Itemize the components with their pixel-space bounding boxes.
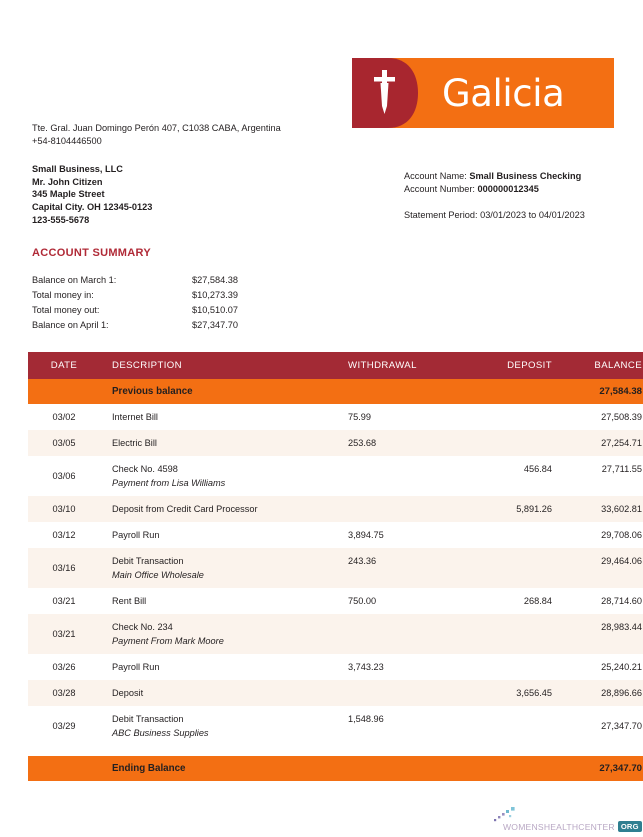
ending-balance-amount: 27,347.70 bbox=[552, 756, 643, 781]
transaction-deposit bbox=[464, 614, 552, 654]
transaction-deposit bbox=[464, 496, 552, 522]
table-row bbox=[28, 430, 643, 456]
transactions-table bbox=[28, 352, 643, 781]
watermark-dots-icon bbox=[493, 806, 519, 824]
table-row bbox=[28, 706, 643, 746]
transaction-description-sub: Main Office Wholesale bbox=[112, 570, 204, 580]
customer-name: Mr. John Citizen bbox=[32, 176, 103, 187]
summary-row bbox=[32, 288, 332, 303]
transaction-deposit bbox=[464, 430, 552, 456]
previous-balance-amount: 27,584.38 bbox=[552, 379, 643, 404]
transaction-balance-value: 27,347.70 bbox=[601, 721, 642, 731]
account-summary-title: ACCOUNT SUMMARY bbox=[32, 247, 151, 259]
transaction-withdrawal-value: 1,548.96 bbox=[348, 714, 384, 724]
transaction-balance-value: 27,711.55 bbox=[601, 464, 642, 474]
transaction-description-main: Electric Bill bbox=[112, 438, 157, 448]
table-spacer-cell bbox=[28, 746, 643, 756]
transaction-balance bbox=[552, 654, 643, 680]
summary-row-label: Total money in: bbox=[32, 290, 94, 300]
transaction-description bbox=[100, 680, 334, 706]
transaction-deposit bbox=[464, 456, 552, 496]
transaction-withdrawal-value: 3,894.75 bbox=[348, 530, 384, 540]
footer-watermark bbox=[489, 806, 639, 832]
table-row bbox=[28, 588, 643, 614]
watermark-text-wrap bbox=[503, 821, 642, 832]
account-name-row bbox=[404, 170, 585, 183]
transaction-withdrawal bbox=[334, 654, 464, 680]
bank-name: Galicia bbox=[442, 71, 565, 115]
transaction-description-sub: Payment from Lisa Williams bbox=[112, 478, 226, 488]
bank-phone: +54-8104446500 bbox=[32, 135, 102, 146]
account-name-label: Account Name: bbox=[404, 171, 467, 181]
statement-period: Statement Period: 03/01/2023 to 04/01/2023 bbox=[404, 210, 585, 220]
account-name-value: Small Business Checking bbox=[469, 171, 582, 181]
transaction-withdrawal-value: 75.99 bbox=[348, 412, 371, 422]
transaction-description bbox=[100, 496, 334, 522]
table-row bbox=[28, 548, 643, 588]
ending-balance-deposit bbox=[464, 756, 552, 781]
transaction-date: 03/21 bbox=[28, 614, 100, 654]
transaction-date: 03/02 bbox=[28, 404, 100, 430]
watermark-org-badge: ORG bbox=[618, 821, 642, 832]
transaction-balance bbox=[552, 680, 643, 706]
transaction-withdrawal bbox=[334, 680, 464, 706]
transaction-withdrawal-value: 750.00 bbox=[348, 596, 377, 606]
summary-row-value: $10,273.39 bbox=[192, 290, 238, 300]
transaction-date: 03/06 bbox=[28, 456, 100, 496]
transaction-balance bbox=[552, 548, 643, 588]
ending-balance-label: Ending Balance bbox=[100, 756, 334, 781]
table-row bbox=[28, 680, 643, 706]
table-row bbox=[28, 496, 643, 522]
account-number-label: Account Number: bbox=[404, 184, 475, 194]
summary-row bbox=[32, 303, 332, 318]
table-header-row bbox=[28, 352, 643, 379]
transaction-description-main: Payroll Run bbox=[112, 530, 160, 540]
transaction-deposit bbox=[464, 706, 552, 746]
table-row bbox=[28, 456, 643, 496]
statement-header bbox=[0, 0, 643, 225]
galicia-shield-icon bbox=[352, 58, 420, 128]
transaction-deposit-value: 3,656.45 bbox=[516, 688, 552, 698]
bank-address-line1: Tte. Gral. Juan Domingo Perón 407, C1038 CABA, Argentina bbox=[32, 123, 281, 133]
transaction-deposit bbox=[464, 548, 552, 588]
transaction-description bbox=[100, 706, 334, 746]
transaction-date: 03/12 bbox=[28, 522, 100, 548]
customer-company: Small Business, LLC bbox=[32, 164, 123, 175]
transaction-withdrawal bbox=[334, 548, 464, 588]
column-header-description: DESCRIPTION bbox=[100, 352, 334, 379]
transaction-description-main: Check No. 4598 bbox=[112, 464, 178, 474]
summary-row-label: Balance on April 1: bbox=[32, 320, 109, 330]
transaction-description bbox=[100, 430, 334, 456]
transaction-description-main: Debit Transaction bbox=[112, 556, 184, 566]
transaction-date: 03/10 bbox=[28, 496, 100, 522]
summary-row bbox=[32, 273, 332, 288]
transaction-withdrawal bbox=[334, 496, 464, 522]
summary-row-value: $27,584.38 bbox=[192, 275, 238, 285]
transaction-description bbox=[100, 588, 334, 614]
account-summary-rows bbox=[32, 273, 332, 333]
transaction-withdrawal bbox=[334, 456, 464, 496]
transaction-description-main: Internet Bill bbox=[112, 412, 158, 422]
previous-balance-deposit bbox=[464, 379, 552, 404]
transaction-balance-value: 29,464.06 bbox=[601, 556, 642, 566]
summary-row-label: Total money out: bbox=[32, 305, 100, 315]
column-header-deposit: DEPOSIT bbox=[464, 352, 552, 379]
column-header-withdrawal: WITHDRAWAL bbox=[334, 352, 464, 379]
transaction-date: 03/26 bbox=[28, 654, 100, 680]
summary-row-value: $27,347.70 bbox=[192, 320, 238, 330]
table-row bbox=[28, 522, 643, 548]
previous-balance-withdrawal bbox=[334, 379, 464, 404]
transaction-balance-value: 33,602.81 bbox=[601, 504, 642, 514]
watermark-text: WOMENSHEALTHCENTER bbox=[503, 822, 615, 832]
ending-balance-row bbox=[28, 756, 643, 781]
transaction-balance bbox=[552, 430, 643, 456]
transaction-date: 03/21 bbox=[28, 588, 100, 614]
transaction-balance bbox=[552, 614, 643, 654]
transaction-balance-value: 27,254.71 bbox=[601, 438, 642, 448]
transaction-description-main: Debit Transaction bbox=[112, 714, 184, 724]
transaction-description bbox=[100, 404, 334, 430]
transaction-balance bbox=[552, 706, 643, 746]
transaction-description-main: Deposit from Credit Card Processor bbox=[112, 504, 258, 514]
transaction-description bbox=[100, 522, 334, 548]
ending-balance-date bbox=[28, 756, 100, 781]
transaction-withdrawal bbox=[334, 522, 464, 548]
transaction-balance-value: 28,983.44 bbox=[601, 622, 642, 632]
transaction-balance-value: 28,714.60 bbox=[601, 596, 642, 606]
previous-balance-label: Previous balance bbox=[100, 379, 334, 404]
transactions-table-head bbox=[28, 352, 643, 379]
transaction-balance-value: 25,240.21 bbox=[601, 662, 642, 672]
transaction-balance-value: 29,708.06 bbox=[601, 530, 642, 540]
transaction-balance-value: 27,508.39 bbox=[601, 412, 642, 422]
table-row bbox=[28, 404, 643, 430]
transactions-table-body bbox=[28, 379, 643, 781]
table-row bbox=[28, 654, 643, 680]
customer-street: 345 Maple Street bbox=[32, 189, 105, 200]
transaction-deposit bbox=[464, 654, 552, 680]
transaction-withdrawal-value: 243.36 bbox=[348, 556, 377, 566]
transaction-withdrawal-value: 3,743.23 bbox=[348, 662, 384, 672]
account-info-block bbox=[404, 170, 585, 222]
transaction-description-sub: ABC Business Supplies bbox=[112, 728, 209, 738]
transaction-withdrawal bbox=[334, 614, 464, 654]
transaction-description bbox=[100, 456, 334, 496]
column-header-balance: BALANCE bbox=[552, 352, 643, 379]
bank-logo bbox=[352, 58, 614, 128]
transaction-description-main: Check No. 234 bbox=[112, 622, 173, 632]
transaction-date: 03/16 bbox=[28, 548, 100, 588]
table-spacer-row bbox=[28, 746, 643, 756]
transaction-balance bbox=[552, 404, 643, 430]
bank-address-block bbox=[32, 122, 281, 226]
transaction-balance bbox=[552, 496, 643, 522]
table-row bbox=[28, 614, 643, 654]
transaction-balance bbox=[552, 456, 643, 496]
customer-city-state-zip: Capital City. OH 12345-0123 bbox=[32, 201, 153, 212]
summary-row bbox=[32, 318, 332, 333]
previous-balance-date bbox=[28, 379, 100, 404]
transaction-deposit-value: 456.84 bbox=[523, 464, 552, 474]
transaction-deposit-value: 268.84 bbox=[523, 596, 552, 606]
transaction-description-sub: Payment From Mark Moore bbox=[112, 636, 224, 646]
previous-balance-row bbox=[28, 379, 643, 404]
transaction-date: 03/29 bbox=[28, 706, 100, 746]
transaction-description-main: Rent Bill bbox=[112, 596, 147, 606]
transaction-withdrawal bbox=[334, 588, 464, 614]
transaction-deposit bbox=[464, 404, 552, 430]
transaction-deposit-value: 5,891.26 bbox=[516, 504, 552, 514]
transaction-withdrawal bbox=[334, 404, 464, 430]
transaction-description-main: Payroll Run bbox=[112, 662, 160, 672]
transaction-description-main: Deposit bbox=[112, 688, 144, 698]
transaction-date: 03/28 bbox=[28, 680, 100, 706]
account-number-value: 000000012345 bbox=[477, 184, 539, 194]
transaction-deposit bbox=[464, 680, 552, 706]
summary-row-value: $10,510.07 bbox=[192, 305, 238, 315]
account-summary-section bbox=[32, 247, 332, 333]
transaction-balance bbox=[552, 588, 643, 614]
transaction-description bbox=[100, 548, 334, 588]
customer-phone: 123-555-5678 bbox=[32, 214, 90, 225]
transaction-withdrawal-value: 253.68 bbox=[348, 438, 377, 448]
account-number-row bbox=[404, 183, 585, 196]
transaction-date: 03/05 bbox=[28, 430, 100, 456]
transaction-deposit bbox=[464, 522, 552, 548]
transaction-balance-value: 28,896.66 bbox=[601, 688, 642, 698]
transaction-balance bbox=[552, 522, 643, 548]
transaction-withdrawal bbox=[334, 706, 464, 746]
transaction-description bbox=[100, 614, 334, 654]
summary-row-label: Balance on March 1: bbox=[32, 275, 117, 285]
transaction-description bbox=[100, 654, 334, 680]
transaction-withdrawal bbox=[334, 430, 464, 456]
ending-balance-withdrawal bbox=[334, 756, 464, 781]
transaction-deposit bbox=[464, 588, 552, 614]
column-header-date: DATE bbox=[28, 352, 100, 379]
